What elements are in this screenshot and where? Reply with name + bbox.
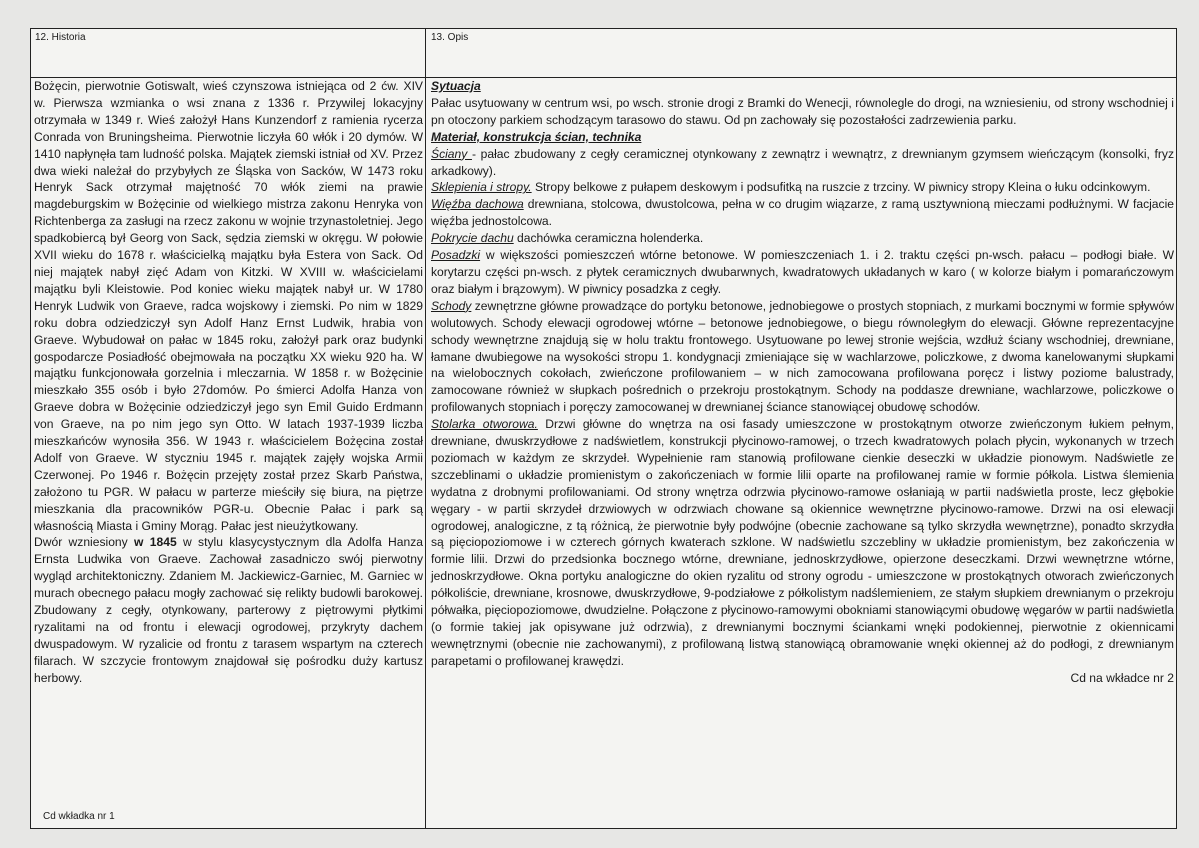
- posadzki-text: w większości pomieszczeń wtórne betonowe. W pomieszczeniach 1. i 2. traktu części pn-wsch. pałacu – podłogi białe. W korytarzu części pn-wsch. z płytek ceramicznych dwubarwnych, kwadratowych układanych w karo ( w kolorze białym i pomarańczowym oraz białym i brązowym). W piwnicy posadzka z cegły.: [431, 248, 1174, 296]
- historia-column: [34, 78, 423, 687]
- sklepienia-label: Sklepienia i stropy.: [431, 180, 532, 195]
- stolarka-label: Stolarka otworowa.: [431, 417, 538, 432]
- sklepienia-text: Stropy belkowe z pułapem deskowym i podsufitką na ruszcie z trzciny. W piwnicy stropy Kleina o łuku odcinkowym.: [531, 180, 1151, 195]
- sklepienia-paragraph: [431, 179, 1174, 196]
- schody-label: Schody: [431, 298, 472, 313]
- historia-p2-year: w 1845: [134, 535, 177, 550]
- material-heading: Materiał, konstrukcja ścian, technika: [431, 129, 642, 144]
- sciany-label: Ściany: [431, 146, 472, 161]
- opis-continuation-note: Cd na wkładce nr 2: [1070, 670, 1174, 685]
- historia-paragraph-2: [34, 534, 423, 686]
- posadzki-label: Posadzki: [431, 248, 481, 263]
- opis-header: 13. Opis: [431, 32, 469, 43]
- historia-p2-start: Dwór wzniesiony: [34, 535, 135, 550]
- stolarka-paragraph: [431, 416, 1174, 670]
- column-divider: [425, 29, 426, 828]
- sciany-text: - pałac zbudowany z cegły ceramicznej otynkowany z zewnątrz i wewnątrz, z drewnianym gzymsem wieńczącym (konsolki, fryz arkadkowy).: [431, 146, 1174, 178]
- wiezba-text: drewniana, stolcowa, dwustolcowa, pełna w co drugim wiązarze, z ramą usztywnioną mieczami podłużnymi. W facjacie więźba jednostolcowa.: [431, 197, 1174, 229]
- historia-continuation-note: Cd wkładka nr 1: [43, 811, 115, 822]
- pokrycie-label: Pokrycie dachu: [431, 231, 514, 246]
- historia-paragraph-1: Bożęcin, pierwotnie Gotiswalt, wieś czynszowa istniejąca od 2 ćw. XIV w. Pierwsza wzmianka o wsi znana z 1336 r. Przywilej lokacyjny otrzymała w 1349 r. Wieś założył Hans Kunzendorf z ramienia rycerza Conrada von Bruningsheima. Pierwotnie liczyła 60 włók i 20 dymów. W 1410 napłynęła tam ludność polska. Majątek ziemski istniał od XV. Przez dwa wieki należał do przybyłych ze Śląska von Sacków, W 1473 roku Henryk Sack otrzymał majętność 70 włók ziemi na prawie magdeburgskim w Bożęcinie od wielkiego mistrza zakonu Henryka von Richtenberga za zasługi na rzecz zakonu w wojnie trzynastoletniej. Jego spadkobiercą był Georg von Sack, sędzia ziemski w okręgu. W połowie XVII wieku do 1678 r. właścicielką majątku była Estera von Sack. Od niej majątek nabył zięć Adam von Kitzki. W XVIII w. właścicielami majątku byli Kleistowie. Pod koniec wieku majątek nabył ur. W 1780 Henryk Ludwik von Graeve, radca wojskowy i ziemski. Po nim w 1829 roku dobra odziedziczył syn Adolf Hanz Ernst Ludwik, hrabia von Graeve. Wybudował on pałac w 1845 roku, założył park oraz budynki gospodarcze Posiadłość obejmowała na początku XX wieku 920 ha. W majątku funkcjonowała gorzelnia i mleczarnia. W 1858 r. w Bożęcinie mieszkało 355 osób i było 27domów. Po śmierci Adolfa Hanza von Graeve dobra w Bożęcinie odziedziczył jego syn Emil Guido Erdmann von Graeve, na po nim jego syn Otto. W latach 1937-1939 liczba mieszkańców wynosiła 356. W 1943 r. właścicielem Bożęcina został Adolf von Graeve. W styczniu 1945 r. majątek zajęły wojska Armii Czerwonej. Po 1946 r. Bożęcin przejęty został przez Skarb Państwa, założono tu PGR. W pałacu w parterze mieściły się biura, na piętrze mieszkania dla pracowników PGR-u. Obecnie Pałac i park są własnością Miasta i Gminy Morąg. Pałac jest nieużytkowany.: [34, 79, 423, 533]
- posadzki-paragraph: [431, 247, 1174, 298]
- sytuacja-text: Pałac usytuowany w centrum wsi, po wsch. stronie drogi z Bramki do Wenecji, równolegle do drogi, na wzniesieniu, od strony wschodniej i pn otoczony parkiem schodzącym tarasowo do stawu. Od pn zachowały się pozostałości zadrzewienia parku.: [431, 95, 1174, 127]
- sciany-paragraph: [431, 146, 1174, 180]
- wiezba-paragraph: [431, 196, 1174, 230]
- historia-header: 12. Historia: [35, 32, 86, 43]
- schody-paragraph: [431, 298, 1174, 416]
- schody-text: zewnętrzne główne prowadzące do portyku betonowe, jednobiegowe o prostych stopniach, z murkami bocznymi w formie spływów wolutowych. Schody elewacji ogrodowej wtórne – betonowe jednobiegowe, o biegu równoległym do elewacji. Główne reprezentacyjne schody wewnętrzne znajdują się w holu traktu frontowego. Usytuowane po lewej stronie wejścia, wzdłuż ściany wschodniej, drewniane, łamane dwubiegowe na wysokości stropu 1. kondygnacji zmieniające się w wachlarzowe, policzkowe, z dwoma kanelowanymi słupkami na wielobocznych cokołach, zwieńczone profilowaniem – w nich zamocowana profilowana poręcz i listwy poziome balustrady, zamocowane również w słupkach pośrednich o przekroju prostokątnym. Schody na poddasze drewniane, wachlarzowe, policzkowe o profilowanych stopniach i poręczy zamocowanej w drewnianej ściance stanowiącej obudowę schodów.: [431, 298, 1174, 415]
- stolarka-text: Drzwi główne do wnętrza na osi fasady umieszczone w prostokątnym otworze zwieńczonym łukiem pełnym, drewniane, dwuskrzydłowe z nadświetlem, konstrukcji płycinowo-ramowej, o trzech kwadratowych polach płycin, wykonanych w trzech poziomach w każdym ze skrzydeł. Wypełnienie ram stanowią profilowane cienkie deseczki w układzie pionowym. Nadświetle ze szczeblinami o układzie promienistym o zakończeniach w formie lilii oparte na profilowanej ramie w formie półkola. Listwa ślemienia wydatna z drobnymi profilowaniami. Od strony wnętrza odrzwia płycinowo-ramowe osłaniają w partii nadświetla proste, lecz głębokie węgary - w partii skrzydeł drzwiowych w odrzwiach chowane są okiennice wewnętrzne płycinowo-ramowe. Drzwi na osi elewacji ogrodowej, analogiczne, z tą różnicą, że pierwotnie były podwójne (obecnie zachowane są tylko skrzydła wewnętrzne), ponadto skrzydła są pięciopoziomowe i w czterech górnych kwaterach szklone. W nadświetlu szczebliny w układzie promienistym, bez zakończenia w formie lilii. Drzwi do przedsionka bocznego wtórne, drewniane, jednoskrzydłowe, opierzone deseczkami. Drzwi wewnętrzne wtórne, jednoskrzydłowe. Okna portyku analogiczne do okien ryzalitu od strony ogrodu - umieszczone w prostokątnych otworach zwieńczonych półkoliście, drewniane, krosnowe, dwuskrzydłowe, 9-podziałowe z półkolistym nadślemieniem, ze stałym słupkiem drewnianym o przekroju półwałka, pięciopoziomowe, dwudzielne. Połączone z płycinowo-ramowymi obokniami stanowiącymi obudowę węgarów w partii nadświetla (o formie takiej jak opisywane już odrzwia), z drewnianymi bocznymi ściankami wnęki podokiennej, pierwotnie z okiennicami wewnętrznymi (obecnie nie zachowanymi), z profilowaną listwą stanowiącą obramowanie wnęki okiennej aż do podłogi, z drewnianym parapetami o profilowanej krawędzi.: [431, 417, 1174, 668]
- opis-column: [431, 78, 1174, 687]
- sytuacja-heading: Sytuacja: [431, 79, 481, 93]
- pokrycie-text: dachówka ceramiczna holenderka.: [513, 231, 704, 246]
- pokrycie-paragraph: [431, 230, 1174, 247]
- historia-p2-end: w stylu klasycystycznym dla Adolfa Hanza Ernsta Ludwika von Graeve. Zachował zasadniczo swój pierwotny wygląd architektoniczny. Zdaniem M. Jackiewicz-Garniec, M. Garniec w murach obecnego pałacu mogły zachować się relikty budowli barokowej. Zbudowany z cegły, otynkowany, parterowy z piętrowymi płytkimi ryzalitami na od frontu i elewacji ogrodowej, przykryty dachem dwuspadowym. W ryzalicie od frontu z tarasem wspartym na czterech filarach. W szczycie frontowym znajdował się pośrodku duży kartusz herbowy.: [34, 535, 423, 685]
- record-card: [30, 28, 1177, 829]
- wiezba-label: Więźba dachowa: [431, 197, 524, 212]
